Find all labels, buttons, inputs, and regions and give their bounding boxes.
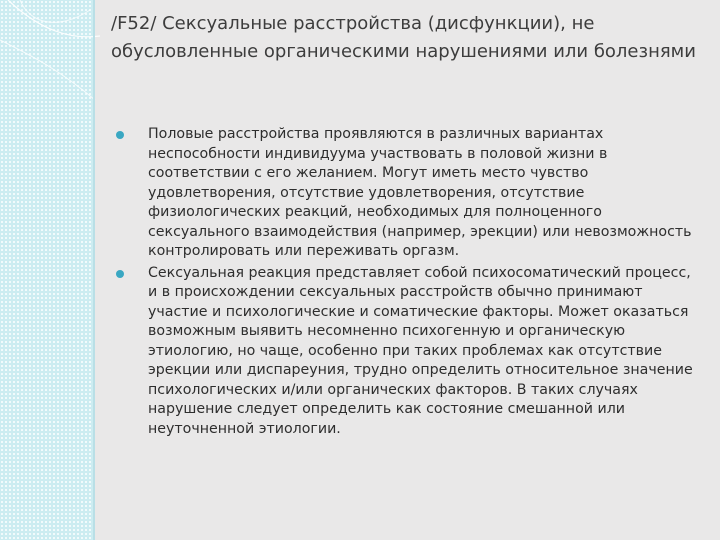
strip-divider [93,0,95,540]
bullet-text: Половые расстройства проявляются в различных вариантах неспособности индивидуума участвовать в половой жизни в соответствии с его желанием. Могут иметь место чувство удовлетворения, отсутствие удовлетворения, отсутствие физиологических реакций, необходимых для полноценного сексуального взаимодействия (например, эрекции) или невозможность контролировать или переживать оргазм. [148,126,692,259]
swirl-decoration [0,0,100,110]
decorative-side-strip [0,0,93,540]
bullet-item [128,125,703,262]
slide-title: /F52/ Сексуальные расстройства (дисфункции), не обусловленные органическими нарушениями или болезнями [111,13,696,62]
bullet-item [128,264,703,440]
bullet-list [128,125,703,441]
bullet-dot-icon [116,131,124,139]
bullet-text: Сексуальная реакция представляет собой психосоматический процесс, и в происхождении сексуальных расстройств обычно принимают участие и психологические и соматические факторы. Может оказаться возможным выявить несомненно психогенную и органическую этиологию, но чаще, особенно при таких проблемах как отсутствие эрекции или диспареуния, трудно определить относительное значение психологических и/или органических факторов. В таких случаях нарушение следует определить как состояние смешанной или неуточненной этиологии. [148,264,693,437]
bullet-dot-icon [116,270,124,278]
